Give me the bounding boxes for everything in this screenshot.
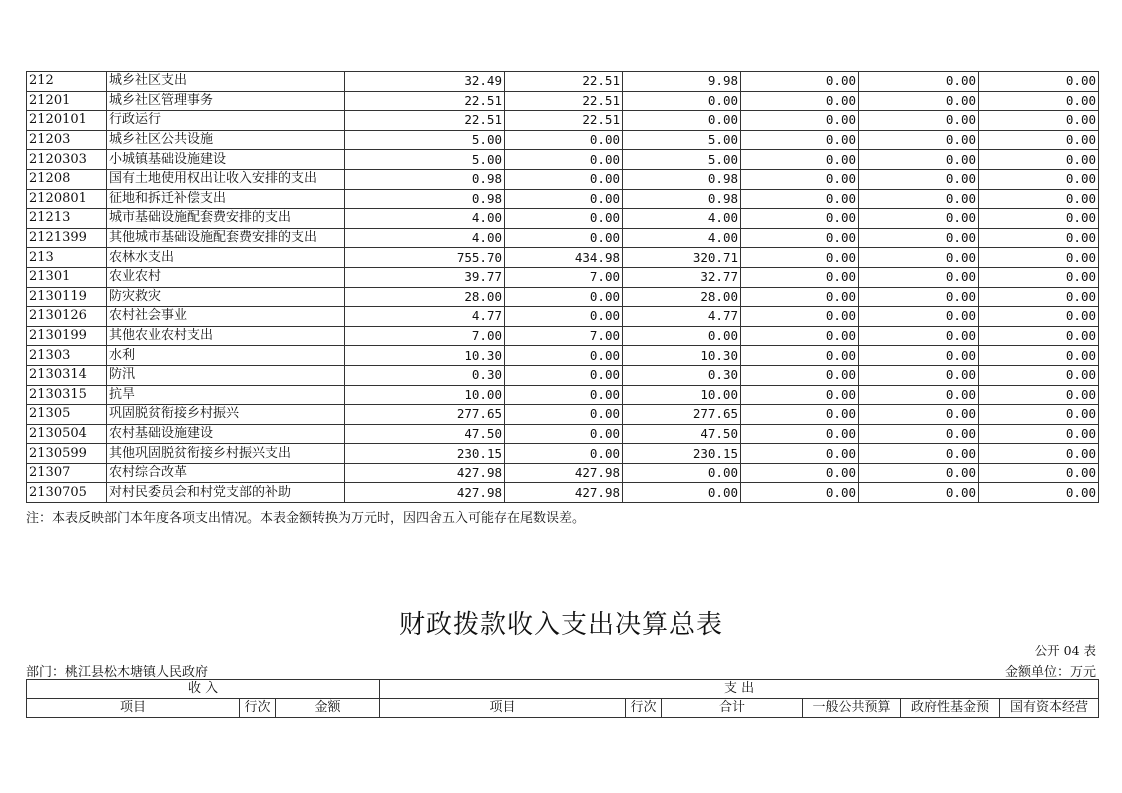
row-col-6: 0.00 bbox=[979, 111, 1099, 131]
row-col-5: 0.00 bbox=[859, 326, 979, 346]
row-col-2: 0.00 bbox=[505, 150, 623, 170]
row-col-5: 0.00 bbox=[859, 307, 979, 327]
gov-fund-header: 政府性基金预 bbox=[901, 699, 1000, 718]
row-col-1: 32.49 bbox=[345, 72, 505, 92]
row-col-6: 0.00 bbox=[979, 307, 1099, 327]
expense-header: 支 出 bbox=[380, 680, 1099, 699]
row-col-3: 4.77 bbox=[623, 307, 741, 327]
row-col-5: 0.00 bbox=[859, 287, 979, 307]
table-row bbox=[27, 130, 1099, 150]
row-name: 小城镇基础设施建设 bbox=[107, 150, 345, 170]
row-col-1: 0.98 bbox=[345, 189, 505, 209]
expense-detail-body bbox=[27, 72, 1099, 503]
row-col-3: 10.00 bbox=[623, 385, 741, 405]
row-col-1: 22.51 bbox=[345, 111, 505, 131]
row-col-5: 0.00 bbox=[859, 463, 979, 483]
row-code: 21201 bbox=[27, 91, 107, 111]
row-col-4: 0.00 bbox=[741, 365, 859, 385]
row-code: 2120801 bbox=[27, 189, 107, 209]
table-row bbox=[27, 483, 1099, 503]
row-col-1: 0.30 bbox=[345, 365, 505, 385]
row-col-6: 0.00 bbox=[979, 267, 1099, 287]
row-col-6: 0.00 bbox=[979, 91, 1099, 111]
row-col-2: 22.51 bbox=[505, 111, 623, 131]
general-budget-header: 一般公共预算 bbox=[803, 699, 901, 718]
row-col-1: 427.98 bbox=[345, 463, 505, 483]
table-note: 注：本表反映部门本年度各项支出情况。本表金额转换为万元时，因四舍五入可能存在尾数误差。 bbox=[26, 511, 586, 526]
table-row bbox=[27, 267, 1099, 287]
row-col-2: 0.00 bbox=[505, 424, 623, 444]
row-code: 2121399 bbox=[27, 228, 107, 248]
row-col-2: 7.00 bbox=[505, 326, 623, 346]
row-col-4: 0.00 bbox=[741, 189, 859, 209]
row-col-3: 0.00 bbox=[623, 91, 741, 111]
row-col-6: 0.00 bbox=[979, 405, 1099, 425]
row-col-2: 434.98 bbox=[505, 248, 623, 268]
row-col-2: 0.00 bbox=[505, 287, 623, 307]
row-col-4: 0.00 bbox=[741, 228, 859, 248]
table-row bbox=[27, 385, 1099, 405]
row-col-2: 0.00 bbox=[505, 189, 623, 209]
row-code: 2130199 bbox=[27, 326, 107, 346]
row-col-1: 47.50 bbox=[345, 424, 505, 444]
income-row-no-header: 行次 bbox=[240, 699, 276, 718]
row-col-3: 230.15 bbox=[623, 444, 741, 464]
row-col-4: 0.00 bbox=[741, 91, 859, 111]
row-col-4: 0.00 bbox=[741, 307, 859, 327]
row-col-6: 0.00 bbox=[979, 287, 1099, 307]
row-code: 2130504 bbox=[27, 424, 107, 444]
row-name: 农林水支出 bbox=[107, 248, 345, 268]
table-row bbox=[27, 444, 1099, 464]
row-name: 农村社会事业 bbox=[107, 307, 345, 327]
row-col-6: 0.00 bbox=[979, 228, 1099, 248]
table-row bbox=[27, 228, 1099, 248]
row-col-1: 22.51 bbox=[345, 91, 505, 111]
row-col-2: 0.00 bbox=[505, 130, 623, 150]
row-col-6: 0.00 bbox=[979, 189, 1099, 209]
row-col-2: 22.51 bbox=[505, 91, 623, 111]
row-col-4: 0.00 bbox=[741, 150, 859, 170]
row-col-6: 0.00 bbox=[979, 444, 1099, 464]
row-col-6: 0.00 bbox=[979, 365, 1099, 385]
row-code: 21301 bbox=[27, 267, 107, 287]
row-name: 巩固脱贫衔接乡村振兴 bbox=[107, 405, 345, 425]
row-name: 城乡社区管理事务 bbox=[107, 91, 345, 111]
expense-row-no-header: 行次 bbox=[626, 699, 662, 718]
row-name: 城乡社区支出 bbox=[107, 72, 345, 92]
row-col-2: 22.51 bbox=[505, 72, 623, 92]
row-name: 其他农业农村支出 bbox=[107, 326, 345, 346]
row-col-1: 10.00 bbox=[345, 385, 505, 405]
row-code: 21303 bbox=[27, 346, 107, 366]
row-col-1: 4.77 bbox=[345, 307, 505, 327]
summary-table-header bbox=[26, 679, 1099, 718]
row-code: 2120101 bbox=[27, 111, 107, 131]
row-col-4: 0.00 bbox=[741, 130, 859, 150]
table-row bbox=[27, 326, 1099, 346]
row-col-5: 0.00 bbox=[859, 169, 979, 189]
row-col-3: 4.00 bbox=[623, 209, 741, 229]
table-row bbox=[27, 169, 1099, 189]
row-col-6: 0.00 bbox=[979, 463, 1099, 483]
row-col-6: 0.00 bbox=[979, 385, 1099, 405]
row-code: 2130314 bbox=[27, 365, 107, 385]
row-name: 其他巩固脱贫衔接乡村振兴支出 bbox=[107, 444, 345, 464]
table-row bbox=[27, 91, 1099, 111]
row-name: 水利 bbox=[107, 346, 345, 366]
row-name: 国有土地使用权出让收入安排的支出 bbox=[107, 169, 345, 189]
row-col-1: 10.30 bbox=[345, 346, 505, 366]
row-col-4: 0.00 bbox=[741, 385, 859, 405]
row-name: 农村综合改革 bbox=[107, 463, 345, 483]
table-row bbox=[27, 365, 1099, 385]
row-col-1: 4.00 bbox=[345, 228, 505, 248]
row-code: 21307 bbox=[27, 463, 107, 483]
row-code: 2130315 bbox=[27, 385, 107, 405]
row-col-3: 0.00 bbox=[623, 111, 741, 131]
row-col-6: 0.00 bbox=[979, 248, 1099, 268]
row-col-4: 0.00 bbox=[741, 111, 859, 131]
row-col-5: 0.00 bbox=[859, 130, 979, 150]
row-col-1: 277.65 bbox=[345, 405, 505, 425]
row-col-3: 277.65 bbox=[623, 405, 741, 425]
row-col-3: 0.00 bbox=[623, 326, 741, 346]
row-col-4: 0.00 bbox=[741, 248, 859, 268]
row-col-4: 0.00 bbox=[741, 287, 859, 307]
row-col-2: 0.00 bbox=[505, 307, 623, 327]
table-row bbox=[27, 72, 1099, 92]
row-col-1: 5.00 bbox=[345, 150, 505, 170]
row-col-5: 0.00 bbox=[859, 228, 979, 248]
row-col-5: 0.00 bbox=[859, 209, 979, 229]
table-row bbox=[27, 463, 1099, 483]
row-col-5: 0.00 bbox=[859, 91, 979, 111]
table-row bbox=[27, 287, 1099, 307]
row-name: 其他城市基础设施配套费安排的支出 bbox=[107, 228, 345, 248]
row-code: 212 bbox=[27, 72, 107, 92]
row-col-2: 427.98 bbox=[505, 463, 623, 483]
row-col-6: 0.00 bbox=[979, 209, 1099, 229]
row-code: 2130705 bbox=[27, 483, 107, 503]
row-col-6: 0.00 bbox=[979, 326, 1099, 346]
row-name: 农村基础设施建设 bbox=[107, 424, 345, 444]
expense-detail-table bbox=[26, 71, 1099, 503]
row-col-3: 320.71 bbox=[623, 248, 741, 268]
row-name: 城市基础设施配套费安排的支出 bbox=[107, 209, 345, 229]
row-code: 21203 bbox=[27, 130, 107, 150]
row-col-5: 0.00 bbox=[859, 248, 979, 268]
row-col-4: 0.00 bbox=[741, 463, 859, 483]
row-code: 213 bbox=[27, 248, 107, 268]
row-col-5: 0.00 bbox=[859, 405, 979, 425]
row-code: 2120303 bbox=[27, 150, 107, 170]
row-code: 21208 bbox=[27, 169, 107, 189]
income-item-header: 项目 bbox=[27, 699, 240, 718]
table-code: 公开 04 表 bbox=[1034, 643, 1096, 658]
row-code: 21305 bbox=[27, 405, 107, 425]
header-row-top bbox=[27, 680, 1099, 699]
row-name: 征地和拆迁补偿支出 bbox=[107, 189, 345, 209]
row-col-3: 4.00 bbox=[623, 228, 741, 248]
row-col-4: 0.00 bbox=[741, 346, 859, 366]
row-col-1: 4.00 bbox=[345, 209, 505, 229]
row-col-6: 0.00 bbox=[979, 346, 1099, 366]
row-col-3: 32.77 bbox=[623, 267, 741, 287]
row-code: 2130599 bbox=[27, 444, 107, 464]
row-col-6: 0.00 bbox=[979, 130, 1099, 150]
table-row bbox=[27, 189, 1099, 209]
row-col-5: 0.00 bbox=[859, 189, 979, 209]
table-row bbox=[27, 346, 1099, 366]
row-name: 对村民委员会和村党支部的补助 bbox=[107, 483, 345, 503]
row-col-3: 0.00 bbox=[623, 483, 741, 503]
row-col-1: 7.00 bbox=[345, 326, 505, 346]
row-col-3: 0.30 bbox=[623, 365, 741, 385]
expense-total-header: 合计 bbox=[662, 699, 803, 718]
row-col-5: 0.00 bbox=[859, 150, 979, 170]
table-row bbox=[27, 111, 1099, 131]
row-col-5: 0.00 bbox=[859, 365, 979, 385]
row-col-3: 0.98 bbox=[623, 189, 741, 209]
row-col-4: 0.00 bbox=[741, 209, 859, 229]
income-header: 收 入 bbox=[27, 680, 380, 699]
row-col-1: 39.77 bbox=[345, 267, 505, 287]
row-col-5: 0.00 bbox=[859, 111, 979, 131]
row-col-6: 0.00 bbox=[979, 150, 1099, 170]
row-col-2: 0.00 bbox=[505, 444, 623, 464]
department-label: 部门：桃江县松木塘镇人民政府 bbox=[26, 665, 209, 680]
row-col-3: 47.50 bbox=[623, 424, 741, 444]
row-col-6: 0.00 bbox=[979, 424, 1099, 444]
row-col-2: 0.00 bbox=[505, 405, 623, 425]
row-col-3: 10.30 bbox=[623, 346, 741, 366]
row-col-5: 0.00 bbox=[859, 483, 979, 503]
row-name: 抗旱 bbox=[107, 385, 345, 405]
row-col-6: 0.00 bbox=[979, 72, 1099, 92]
row-col-4: 0.00 bbox=[741, 405, 859, 425]
expense-item-header: 项目 bbox=[380, 699, 626, 718]
table-row bbox=[27, 248, 1099, 268]
row-col-4: 0.00 bbox=[741, 424, 859, 444]
row-col-1: 0.98 bbox=[345, 169, 505, 189]
row-col-3: 0.98 bbox=[623, 169, 741, 189]
row-col-1: 427.98 bbox=[345, 483, 505, 503]
row-code: 21213 bbox=[27, 209, 107, 229]
row-col-1: 755.70 bbox=[345, 248, 505, 268]
amount-unit-label: 金额单位：万元 bbox=[1004, 665, 1096, 680]
row-col-3: 5.00 bbox=[623, 150, 741, 170]
row-col-4: 0.00 bbox=[741, 483, 859, 503]
row-col-3: 5.00 bbox=[623, 130, 741, 150]
row-col-2: 0.00 bbox=[505, 365, 623, 385]
table-row bbox=[27, 307, 1099, 327]
row-col-1: 230.15 bbox=[345, 444, 505, 464]
table-row bbox=[27, 150, 1099, 170]
row-col-2: 7.00 bbox=[505, 267, 623, 287]
row-col-2: 0.00 bbox=[505, 169, 623, 189]
row-col-4: 0.00 bbox=[741, 444, 859, 464]
row-col-5: 0.00 bbox=[859, 424, 979, 444]
table-row bbox=[27, 405, 1099, 425]
row-col-3: 0.00 bbox=[623, 463, 741, 483]
page-title: 财政拨款收入支出决算总表 bbox=[398, 610, 723, 640]
table-row bbox=[27, 424, 1099, 444]
row-name: 防汛 bbox=[107, 365, 345, 385]
income-amount-header: 金额 bbox=[276, 699, 380, 718]
row-col-3: 9.98 bbox=[623, 72, 741, 92]
row-col-2: 0.00 bbox=[505, 228, 623, 248]
row-code: 2130119 bbox=[27, 287, 107, 307]
row-col-2: 0.00 bbox=[505, 346, 623, 366]
row-col-2: 427.98 bbox=[505, 483, 623, 503]
header-row-columns bbox=[27, 699, 1099, 718]
row-col-4: 0.00 bbox=[741, 267, 859, 287]
row-col-2: 0.00 bbox=[505, 209, 623, 229]
row-name: 行政运行 bbox=[107, 111, 345, 131]
row-name: 城乡社区公共设施 bbox=[107, 130, 345, 150]
state-capital-header: 国有资本经营 bbox=[1000, 699, 1099, 718]
table-row bbox=[27, 209, 1099, 229]
row-col-3: 28.00 bbox=[623, 287, 741, 307]
row-col-2: 0.00 bbox=[505, 385, 623, 405]
row-name: 防灾救灾 bbox=[107, 287, 345, 307]
row-col-4: 0.00 bbox=[741, 72, 859, 92]
row-col-1: 5.00 bbox=[345, 130, 505, 150]
row-col-6: 0.00 bbox=[979, 483, 1099, 503]
row-col-5: 0.00 bbox=[859, 267, 979, 287]
row-col-4: 0.00 bbox=[741, 169, 859, 189]
row-col-6: 0.00 bbox=[979, 169, 1099, 189]
row-col-5: 0.00 bbox=[859, 346, 979, 366]
row-col-5: 0.00 bbox=[859, 444, 979, 464]
row-col-5: 0.00 bbox=[859, 72, 979, 92]
row-col-5: 0.00 bbox=[859, 385, 979, 405]
row-col-1: 28.00 bbox=[345, 287, 505, 307]
row-code: 2130126 bbox=[27, 307, 107, 327]
row-name: 农业农村 bbox=[107, 267, 345, 287]
row-col-4: 0.00 bbox=[741, 326, 859, 346]
